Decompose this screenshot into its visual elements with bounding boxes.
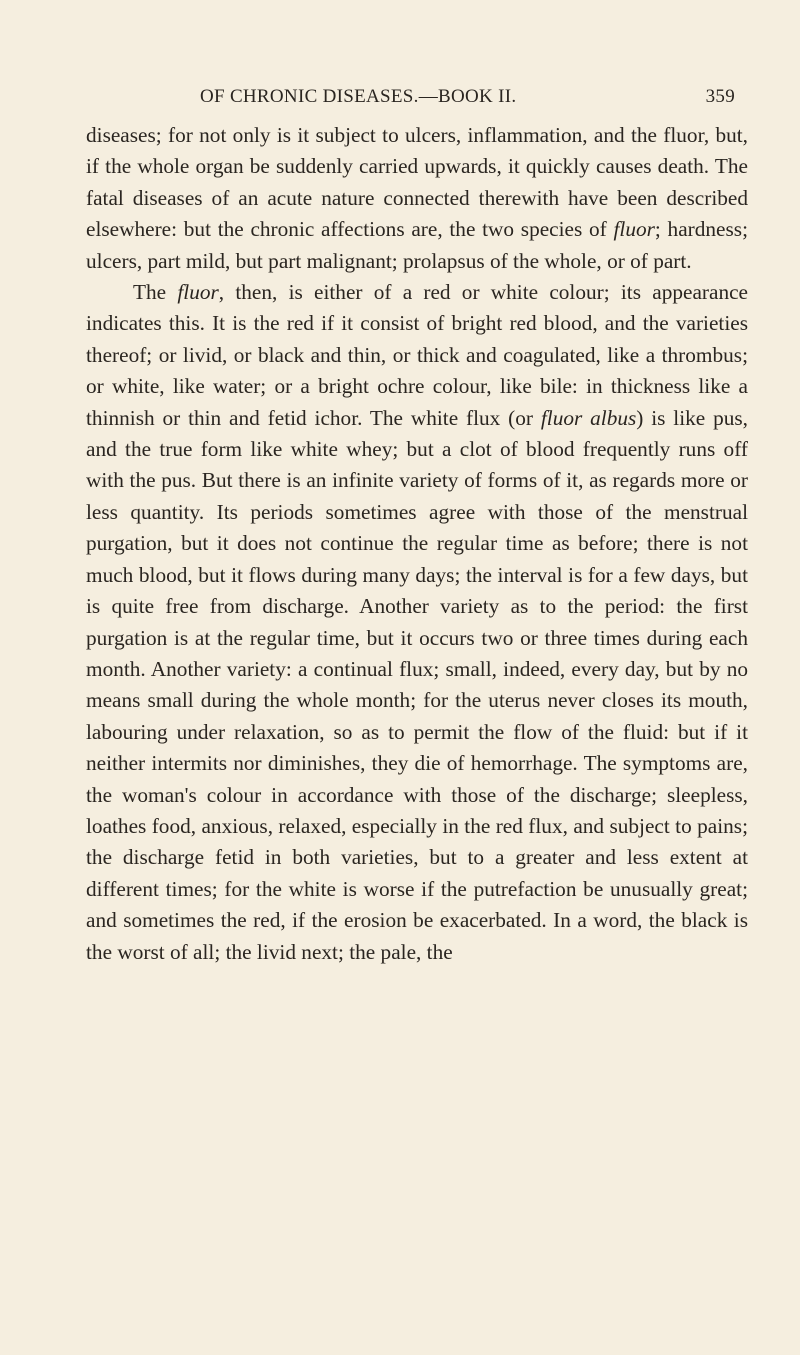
paragraph [86,120,748,277]
page-number: 359 [705,86,735,107]
body-text [86,120,748,968]
text-segment: , then, is either of a red or white colour; its appearance indicates this. It is the red if it consist of bright red blood, and the varieties thereof; or livid, or black and thin, or thick and coagulated, like a thrombus; or white, like water; or a bright ochre colour, like bile: in thickness like a thinnish or thin and fetid ichor. The white flux (or [86,280,748,430]
text-segment: ; hardness; ulcers, part mild, but part malignant; prolapsus of the whole, or of part. [86,217,748,273]
italic-term: fluor albus [540,405,637,430]
running-head: OF CHRONIC DISEASES.—BOOK II. [200,86,517,107]
text-segment: ) is like pus, and the true form like white whey; but a clot of blood frequently runs off with the pus. But there is an infinite variety of forms of it, as regards more or less quantity. Its periods sometimes agree with those of the menstrual purgation, but it does not continue the regular time as before; there is not much blood, but it flows during many days; the interval is for a few days, but is quite free from discharge. Another variety as to the period: the first purgation is at the regular time, but it occurs two or three times during each month. Another variety: a continual flux; small, indeed, every day, but by no means small during the whole month; for the uterus never closes its mouth, labouring under relaxation, so as to permit the flow of the fluid: but if it neither intermits nor diminishes, they die of hemorrhage. The symptoms are, the woman's colour in accordance with those of the discharge; sleepless, loathes food, anxious, relaxed, especially in the red flux, and subject to pains; the discharge fetid in both varieties, but to a greater and less extent at different times; for the white is worse if the putrefaction be unusually great; and sometimes the red, if the erosion be exacerbated. In a word, the black is the worst of all; the livid next; the pale, the [86,405,748,964]
italic-term: fluor [613,217,655,242]
italic-term: fluor [177,280,219,305]
text-segment: The [133,280,178,305]
page-header [200,86,735,112]
paragraph [86,277,748,968]
text-segment: diseases; for not only is it subject to ulcers, inflammation, and the fluor, but, if the whole organ be suddenly carried upwards, it quickly causes death. The fatal diseases of an acute nature connected therewith have been described elsewhere: but the chronic affections are, the two species of [86,123,748,242]
